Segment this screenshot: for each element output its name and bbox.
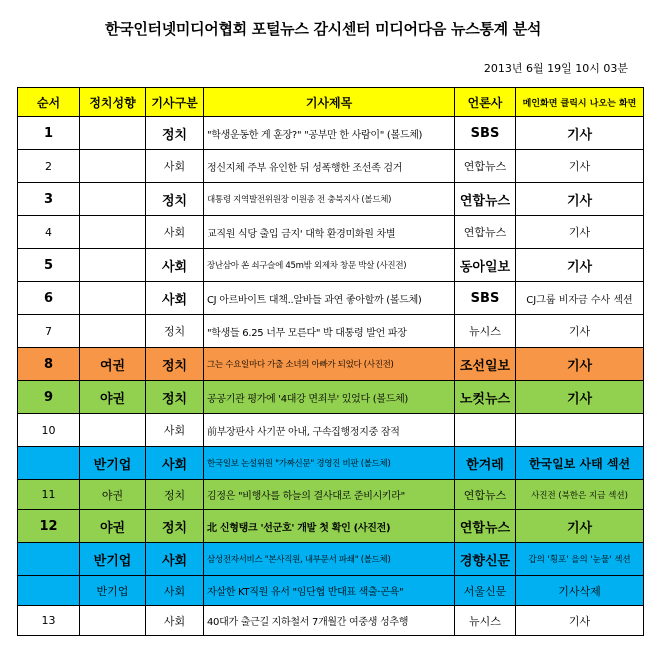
- row-no: [18, 576, 80, 606]
- table-row: [18, 216, 644, 249]
- row-headline: 前부장판사 사기꾼 아내, 구속집행정지중 잠적: [204, 414, 455, 447]
- row-no: 9: [18, 381, 80, 414]
- row-headline: 정신지체 주부 유인한 뒤 성폭행한 조선족 검거: [204, 150, 455, 183]
- row-headline: 그는 수요일마다 가출 소녀의 아빠가 되었다 (사진전): [204, 348, 455, 381]
- row-lean: [80, 249, 146, 282]
- row-outlet: 연합뉴스: [455, 150, 516, 183]
- row-outlet: 뉴시스: [455, 606, 516, 636]
- table-row: [18, 183, 644, 216]
- table-row: [18, 315, 644, 348]
- header-headline: 기사제목: [204, 88, 455, 117]
- row-no: 8: [18, 348, 80, 381]
- row-headline: 北 신형탱크 '선군호' 개발 첫 확인 (사진전): [204, 510, 455, 543]
- table-row: [18, 282, 644, 315]
- row-outlet: 조선일보: [455, 348, 516, 381]
- row-no: 1: [18, 117, 80, 150]
- timestamp: 2013년 6월 19일 10시 03분: [483, 62, 628, 75]
- row-screen: 기사: [516, 606, 644, 636]
- row-lean: 야권: [80, 510, 146, 543]
- row-no: 2: [18, 150, 80, 183]
- row-lean: [80, 414, 146, 447]
- row-lean: 여권: [80, 348, 146, 381]
- table-row: [18, 381, 644, 414]
- row-headline: 공공기관 평가에 '4대강 면죄부' 있었다 (볼드체): [204, 381, 455, 414]
- table-row: [18, 606, 644, 636]
- row-lean: [80, 183, 146, 216]
- row-screen: 갑의 '횡포' 을의 '눈물' 섹션: [516, 543, 644, 576]
- table-row: [18, 414, 644, 447]
- row-screen: 기사: [516, 315, 644, 348]
- row-category: 정치: [146, 117, 204, 150]
- row-no: 4: [18, 216, 80, 249]
- row-screen: 기사: [516, 510, 644, 543]
- row-category: 정치: [146, 480, 204, 510]
- row-lean: [80, 315, 146, 348]
- header-category: 기사구분: [146, 88, 204, 117]
- row-lean: 반기업: [80, 576, 146, 606]
- row-headline: 장난삼아 쏜 쇠구슬에 45m밖 외제차 창문 박살 (사진전): [204, 249, 455, 282]
- row-category: 사회: [146, 576, 204, 606]
- row-headline: 자살한 KT직원 유서 "임단협 반대표 색출·곤욕": [204, 576, 455, 606]
- row-category: 사회: [146, 249, 204, 282]
- row-headline: 40대가 출근길 지하철서 7개월간 여중생 성추행: [204, 606, 455, 636]
- header-screen: 메인화면 클릭시 나오는 화면: [516, 88, 644, 117]
- header-no: 순서: [18, 88, 80, 117]
- row-headline: "학생운동한 게 훈장?" "공부만 한 사람이" (볼드체): [204, 117, 455, 150]
- row-screen: 기사: [516, 348, 644, 381]
- row-screen: 기사: [516, 216, 644, 249]
- table-row: [18, 510, 644, 543]
- row-headline: CJ 아르바이트 대책..알바들 과연 좋아할까 (볼드체): [204, 282, 455, 315]
- table-row: [18, 480, 644, 510]
- header-outlet: 언론사: [455, 88, 516, 117]
- row-outlet: 한겨레: [455, 447, 516, 480]
- row-no: 12: [18, 510, 80, 543]
- row-screen: [516, 414, 644, 447]
- table-row: [18, 117, 644, 150]
- row-category: 사회: [146, 606, 204, 636]
- row-outlet: SBS: [455, 282, 516, 315]
- row-outlet: 노컷뉴스: [455, 381, 516, 414]
- row-screen: 한국일보 사태 섹션: [516, 447, 644, 480]
- row-no: 6: [18, 282, 80, 315]
- row-outlet: 동아일보: [455, 249, 516, 282]
- table-row: [18, 348, 644, 381]
- table-row: [18, 447, 644, 480]
- row-no: 3: [18, 183, 80, 216]
- row-no: 7: [18, 315, 80, 348]
- row-category: 사회: [146, 447, 204, 480]
- row-category: 사회: [146, 216, 204, 249]
- news-table: [17, 87, 644, 636]
- page-title: 한국인터넷미디어협회 포털뉴스 감시센터 미디어다음 뉴스통계 분석: [104, 20, 542, 38]
- row-no: [18, 447, 80, 480]
- row-no: 11: [18, 480, 80, 510]
- row-no: 13: [18, 606, 80, 636]
- row-screen: 기사: [516, 150, 644, 183]
- row-no: 5: [18, 249, 80, 282]
- row-category: 사회: [146, 282, 204, 315]
- row-lean: [80, 606, 146, 636]
- row-outlet: 연합뉴스: [455, 480, 516, 510]
- row-headline: 삼성전자서비스 "본사직원, 내부문서 파쇄" (볼드체): [204, 543, 455, 576]
- row-screen: CJ그룹 비자금 수사 섹션: [516, 282, 644, 315]
- row-category: 정치: [146, 381, 204, 414]
- row-lean: 반기업: [80, 543, 146, 576]
- row-outlet: [455, 414, 516, 447]
- row-lean: [80, 282, 146, 315]
- row-category: 정치: [146, 183, 204, 216]
- row-screen: 기사: [516, 183, 644, 216]
- row-screen: 기사: [516, 117, 644, 150]
- row-no: [18, 543, 80, 576]
- row-category: 정치: [146, 315, 204, 348]
- row-lean: 반기업: [80, 447, 146, 480]
- row-lean: [80, 150, 146, 183]
- header-lean: 정치성향: [80, 88, 146, 117]
- header-row: [18, 88, 644, 117]
- row-lean: [80, 216, 146, 249]
- row-outlet: SBS: [455, 117, 516, 150]
- row-headline: 대통령 지역발전위원장 이원종 전 충북지사 (볼드체): [204, 183, 455, 216]
- table-row: [18, 576, 644, 606]
- row-lean: [80, 117, 146, 150]
- row-screen: 기사삭제: [516, 576, 644, 606]
- row-outlet: 연합뉴스: [455, 216, 516, 249]
- row-outlet: 연합뉴스: [455, 183, 516, 216]
- row-category: 사회: [146, 150, 204, 183]
- row-outlet: 연합뉴스: [455, 510, 516, 543]
- row-no: 10: [18, 414, 80, 447]
- row-category: 정치: [146, 510, 204, 543]
- row-category: 사회: [146, 414, 204, 447]
- row-outlet: 서울신문: [455, 576, 516, 606]
- table-row: [18, 249, 644, 282]
- row-category: 정치: [146, 348, 204, 381]
- row-screen: 기사: [516, 381, 644, 414]
- row-headline: 김정은 "비행사를 하늘의 결사대로 준비시키라": [204, 480, 455, 510]
- row-screen: 기사: [516, 249, 644, 282]
- table-row: [18, 150, 644, 183]
- row-headline: 한국일보 논설위원 "가짜신문" 경영진 비판 (볼드체): [204, 447, 455, 480]
- row-lean: 야권: [80, 480, 146, 510]
- row-headline: 교직원 식당 출입 금지' 대학 환경미화원 차별: [204, 216, 455, 249]
- row-category: 사회: [146, 543, 204, 576]
- row-outlet: 경향신문: [455, 543, 516, 576]
- row-headline: "학생들 6.25 너무 모른다" 박 대통령 발언 파장: [204, 315, 455, 348]
- row-screen: 사진전 (북한은 지금 섹션): [516, 480, 644, 510]
- table-row: [18, 543, 644, 576]
- row-outlet: 뉴시스: [455, 315, 516, 348]
- row-lean: 야권: [80, 381, 146, 414]
